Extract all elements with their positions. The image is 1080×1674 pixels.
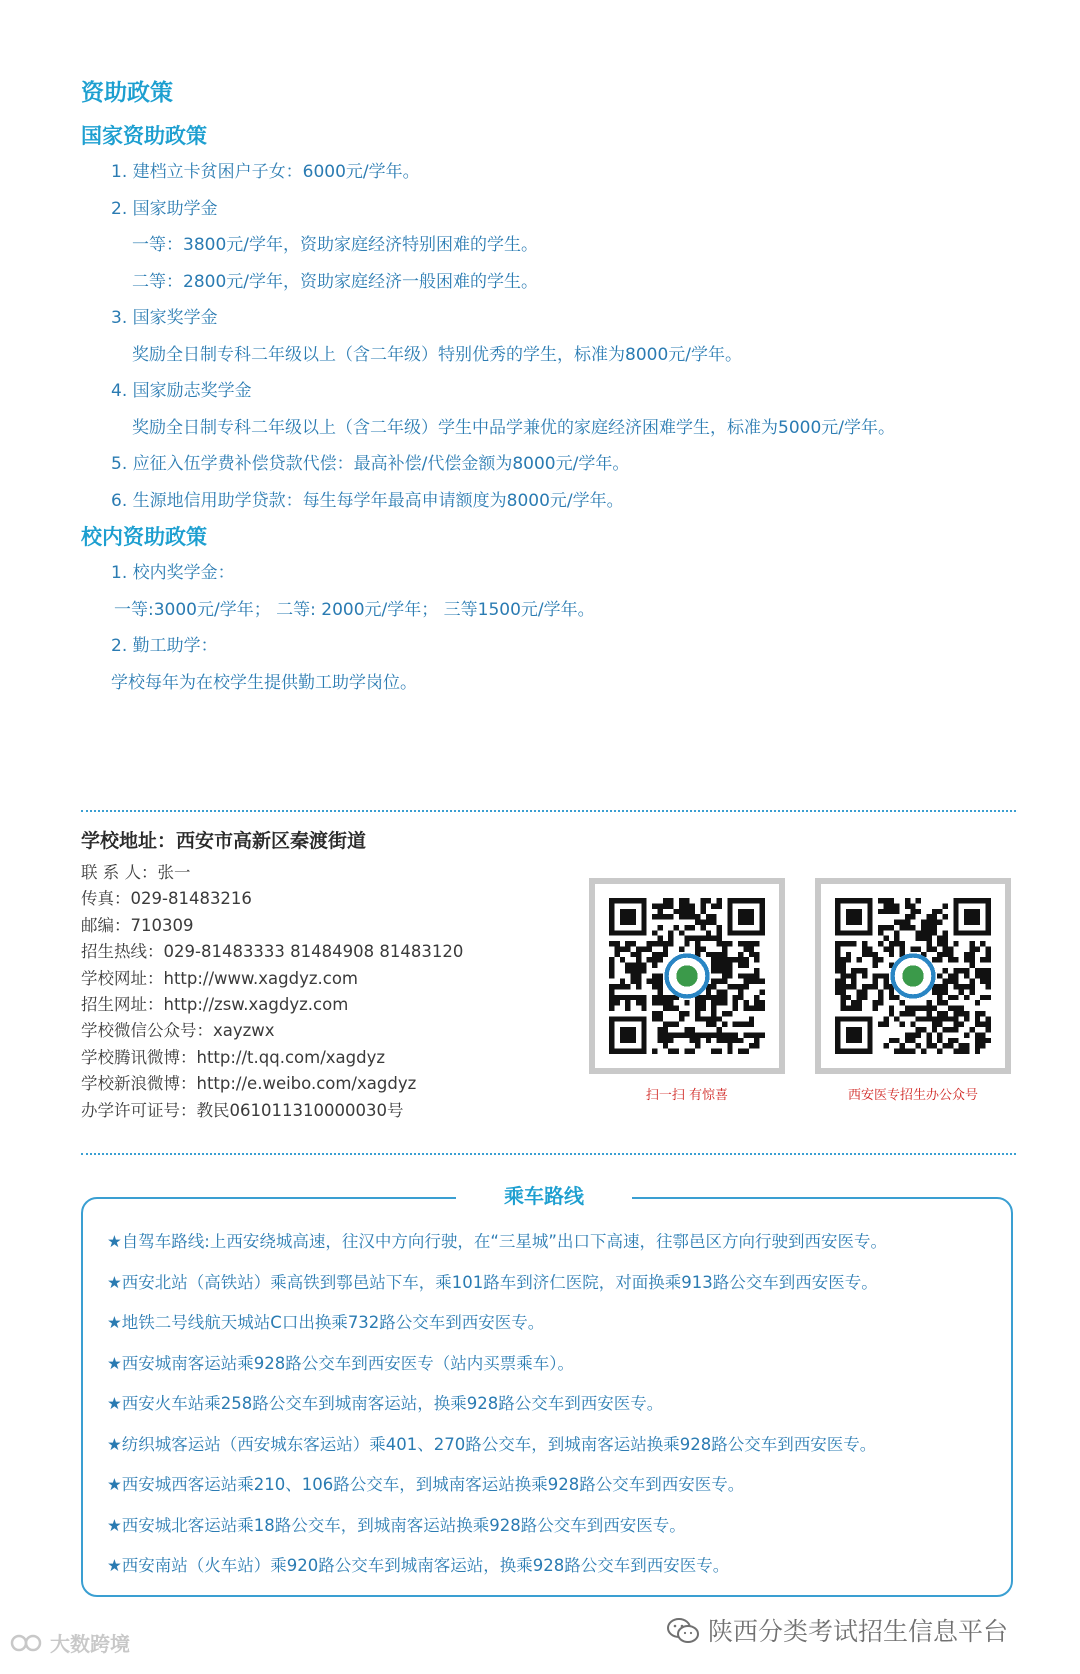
route-title: 乘车路线 [456, 1178, 632, 1214]
national-item: 6. 生源地信用助学贷款：每生每学年最高申请额度为8000元/学年。 [111, 490, 624, 511]
qr-code-left [589, 878, 785, 1074]
school-policy-heading: 校内资助政策 [81, 525, 207, 549]
route-item: ★西安火车站乘258路公交车到城南客运站，换乘928路公交车到西安医专。 [107, 1394, 664, 1413]
policy-section [81, 78, 1021, 701]
contact-fax: 传真：029-81483216 [81, 889, 252, 909]
qr-code-icon [609, 898, 765, 1054]
route-item: ★西安南站（火车站）乘920路公交车到城南客运站，换乘928路公交车到西安医专。 [107, 1556, 730, 1575]
contact-postcode: 邮编：710309 [81, 915, 194, 935]
route-item: ★西安北站（高铁站）乘高铁到鄠邑站下车，乘101路车到济仁医院，对面换乘913路公交车到西安医专。 [107, 1272, 878, 1292]
watermark-right-text: 陕西分类考试招生信息平台 [708, 1617, 1009, 1646]
national-item: 2. 国家助学金 [111, 198, 218, 219]
qr-code-right [815, 878, 1011, 1074]
qr-left-caption: 扫一扫 有惊喜 [645, 1088, 729, 1103]
contact-section [81, 826, 581, 1124]
national-item: 3. 国家奖学金 [111, 308, 218, 328]
route-item: ★西安城南客运站乘928路公交车到西安医专（站内买票乘车）。 [107, 1353, 575, 1373]
school-item: 学校每年为在校学生提供勤工助学岗位。 [111, 672, 417, 693]
route-item: ★纺织城客运站（西安城东客运站）乘401、270路公交车，到城南客运站换乘928路公交车到西安医专。 [107, 1434, 877, 1454]
top-divider [81, 810, 1016, 812]
brand-logo-icon [10, 1632, 46, 1654]
route-item: ★自驾车路线:上西安绕城高速，往汉中方向行驶，在“三星城”出口下高速，往鄠邑区方向行驶到西安医专。 [107, 1232, 887, 1251]
national-item: 二等：2800元/学年，资助家庭经济一般困难的学生。 [132, 271, 538, 292]
watermark-left [10, 1628, 130, 1657]
contact-hotline: 招生热线：029-81483333 81484908 81483120 [81, 942, 464, 962]
route-item: ★地铁二号线航天城站C口出换乘732路公交车到西安医专。 [107, 1313, 545, 1332]
contact-sina-weibo: 学校新浪微博：http://e.weibo.com/xagdyz [81, 1074, 417, 1094]
contact-admission-website: 招生网址：http://zsw.xagdyz.com [81, 995, 349, 1015]
national-item: 一等：3800元/学年，资助家庭经济特别困难的学生。 [132, 235, 538, 255]
route-list [107, 1222, 1007, 1587]
national-policy-heading: 国家资助政策 [81, 124, 207, 148]
policy-title: 资助政策 [81, 80, 173, 106]
bottom-divider [81, 1153, 1016, 1155]
watermark-left-text: 大数跨境 [50, 1632, 130, 1656]
qr-right [815, 878, 1011, 1103]
national-item: 4. 国家励志奖学金 [111, 381, 252, 401]
national-item: 奖励全日制专科二年级以上（含二年级）特别优秀的学生，标准为8000元/学年。 [132, 344, 742, 365]
contact-tencent-weibo: 学校腾讯微博：http://t.qq.com/xagdyz [81, 1047, 386, 1067]
wechat-icon [666, 1617, 700, 1645]
qr-right-caption: 西安医专招生办公众号 [847, 1088, 978, 1103]
contact-wechat: 学校微信公众号：xayzwx [81, 1021, 275, 1041]
national-item: 奖励全日制专科二年级以上（含二年级）学生中品学兼优的家庭经济困难学生，标准为5000元/学年。 [132, 417, 895, 438]
school-address: 学校地址：西安市高新区秦渡街道 [81, 830, 367, 852]
school-item: 2. 勤工助学： [111, 636, 218, 656]
national-item: 5. 应征入伍学费补偿贷款代偿：最高补偿/代偿金额为8000元/学年。 [111, 454, 630, 474]
qr-left [589, 878, 785, 1103]
contact-website: 学校网址：http://www.xagdyz.com [81, 968, 358, 988]
route-item: ★西安城西客运站乘210、106路公交车，到城南客运站换乘928路公交车到西安医专。 [107, 1475, 745, 1494]
qr-code-icon [835, 898, 991, 1054]
school-item: 1. 校内奖学金： [111, 563, 235, 583]
contact-license: 办学许可证号：教民061011310000030号 [81, 1100, 404, 1120]
watermark-right [666, 1612, 1008, 1648]
school-item: 一等:3000元/学年； 二等: 2000元/学年； 三等1500元/学年。 [114, 599, 595, 620]
national-item: 1. 建档立卡贫困户子女：6000元/学年。 [111, 162, 420, 182]
route-item: ★西安城北客运站乘18路公交车，到城南客运站换乘928路公交车到西安医专。 [107, 1515, 686, 1535]
contact-person: 联 系 人：张一 [81, 863, 191, 882]
